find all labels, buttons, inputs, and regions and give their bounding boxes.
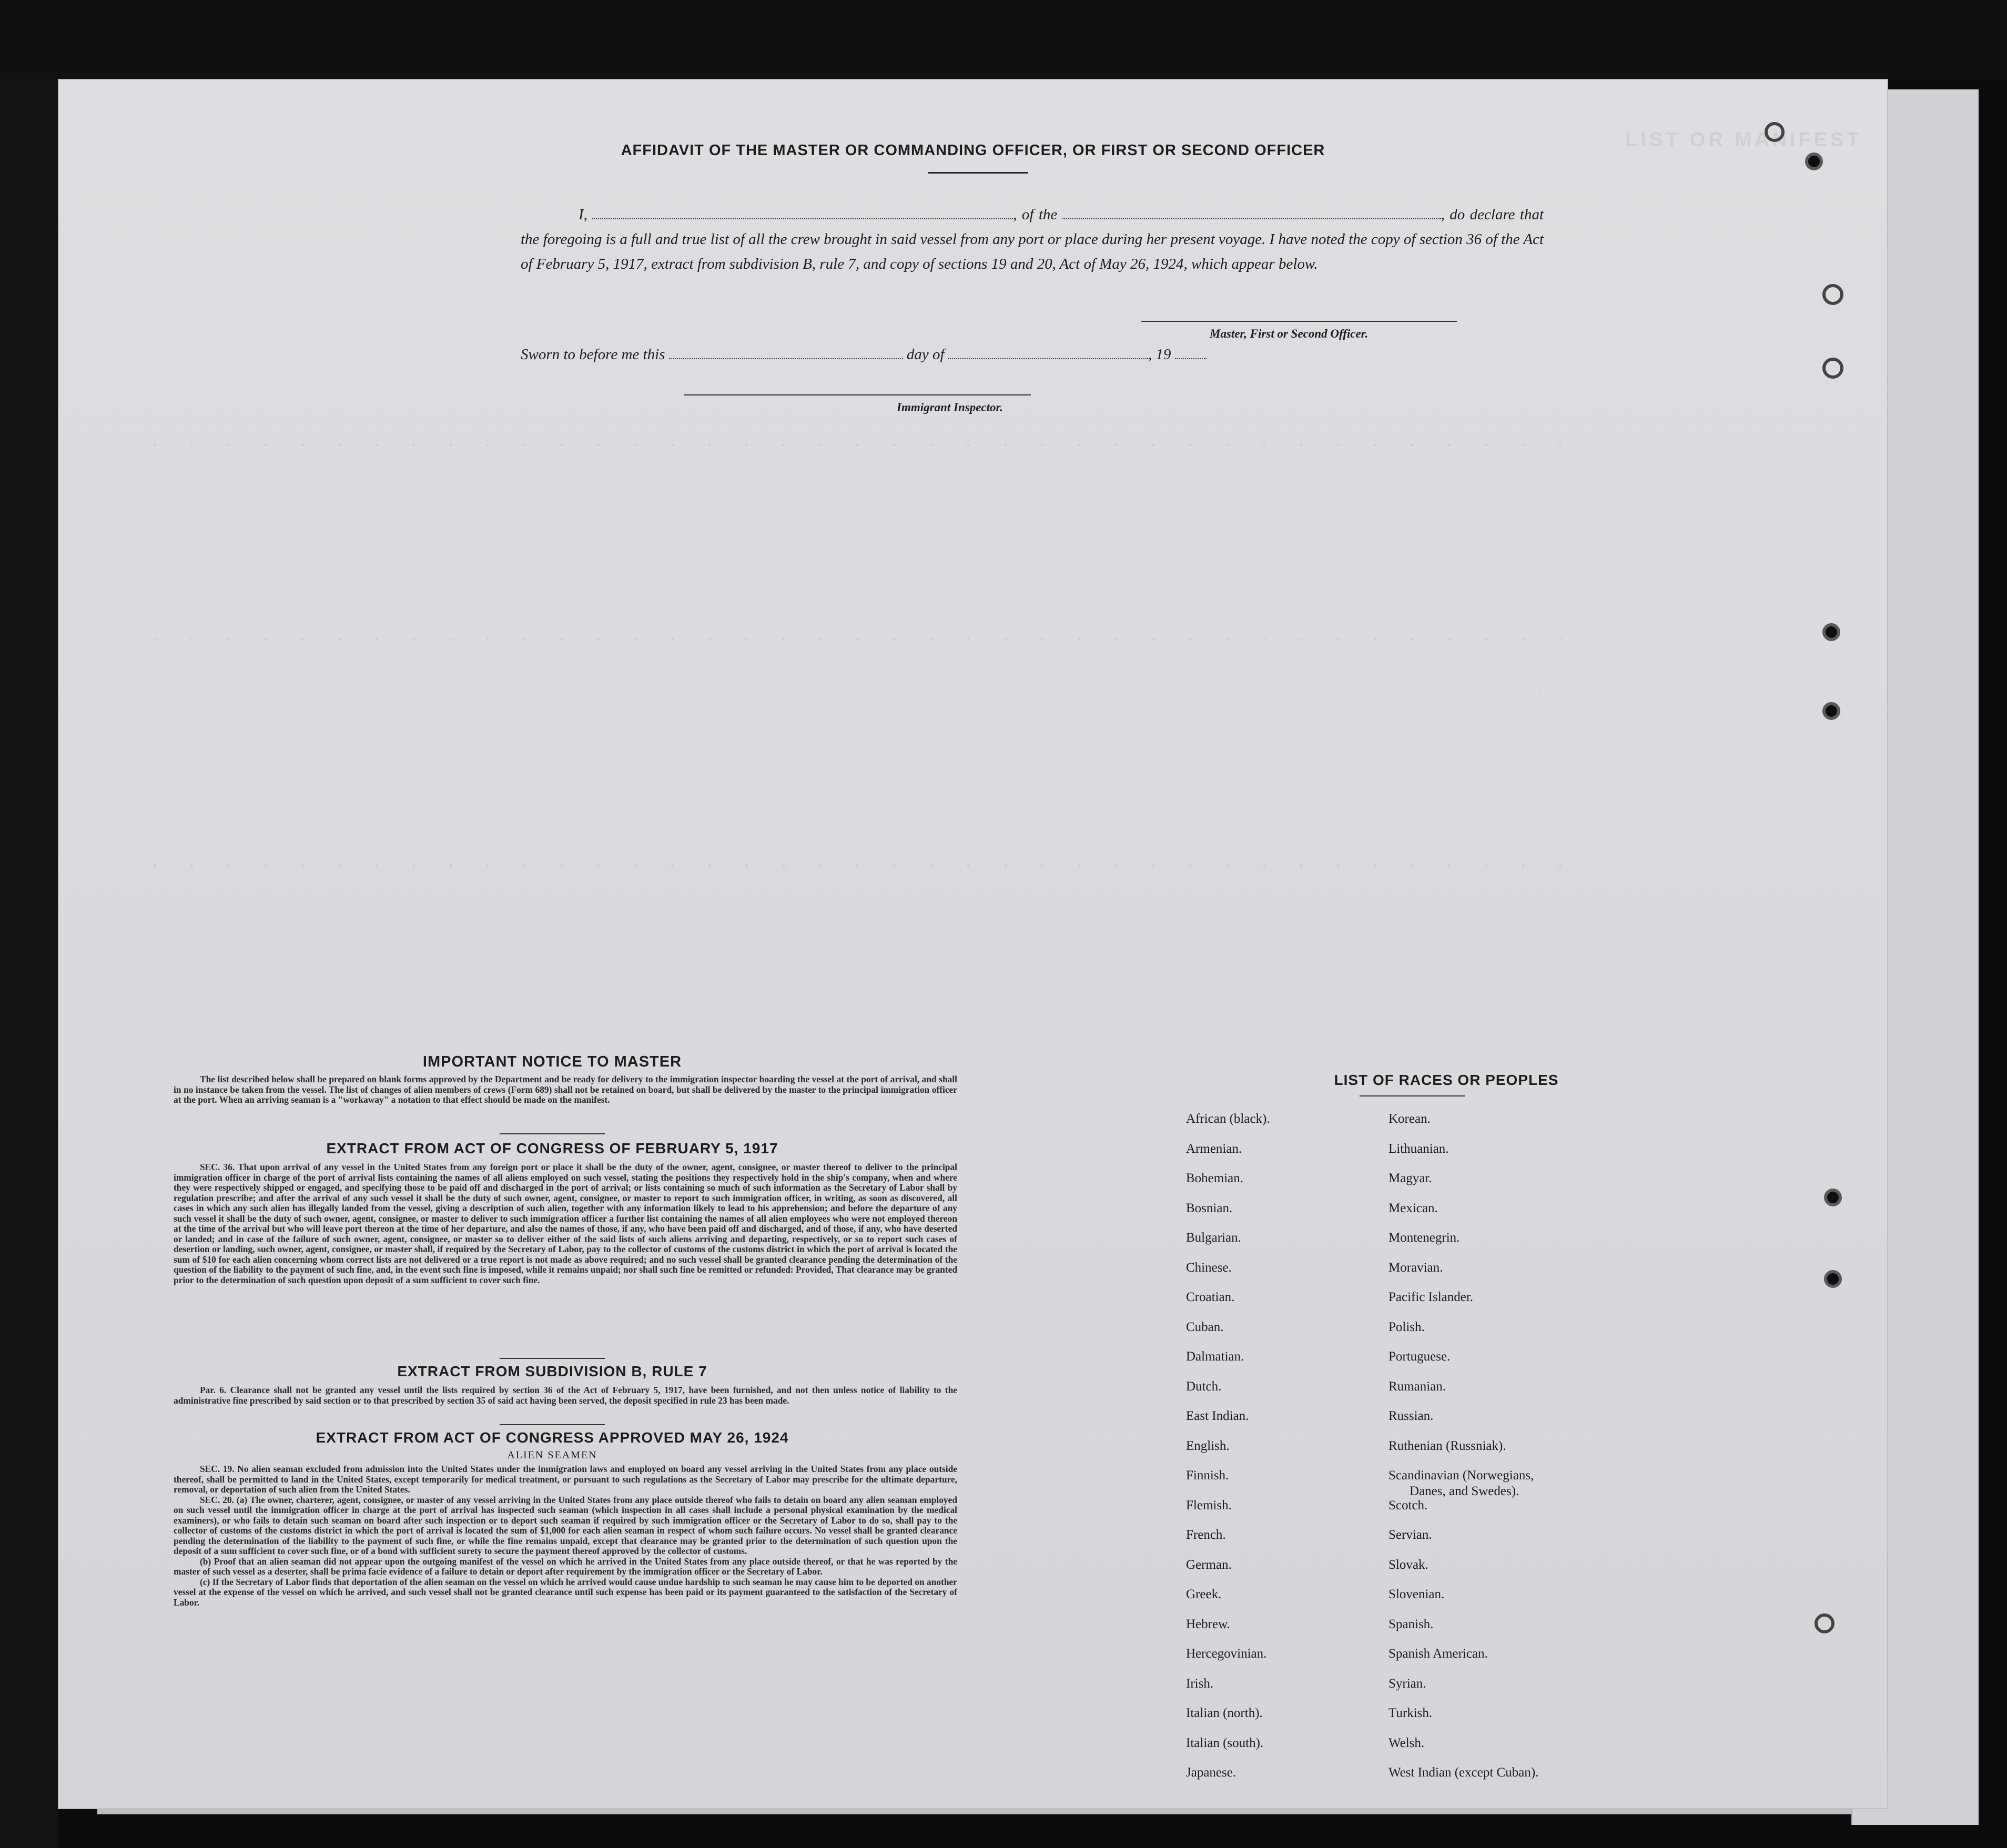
race-item: Dalmatian. [1186,1349,1244,1364]
section-rule [500,1424,605,1425]
extract-rule7-title: EXTRACT FROM SUBDIVISION B, RULE 7 [397,1363,707,1379]
sworn-month-blank [948,348,1148,359]
race-item: Irish. [1186,1676,1214,1691]
race-item: Moravian. [1388,1260,1443,1275]
bleed-through-text: · · · · · · · · · · · · · · · · · · · · · · · · · · · · · · · · · · · · · · · [153,436,1577,454]
extract-1917-paragraph: SEC. 36. That upon arrival of any vessel in the United States from any foreign port or place it shall be the duty of the owner, agent, consignee, or master thereof to deliver to the principal immigration officer in charge of the port of arrival lists containing the names of all aliens employed on such vessel, stating the positions they respectively hold in the ship's company, when and where they were respectively shipped or engaged, and specifying those to be paid off and discharged in the port of arrival; or lists containing so much of such information as the Secretary of Labor shall by regulation prescribe; and after the arrival of any such vessel it shall be the duty of such owner, agent, consignee, or master to report to such immigration officer, in writing, as soon as discovered, all cases in which any such alien has illegally landed from the vessel, giving a description of such alien, together with any information likely to lead to his apprehension; and before the departure of any such vessel it shall be the duty of such owner, agent, consignee, or master to deliver to such immigration officer a further list containing the names of all alien employees who were not employed thereon at the time of the arrival but who will leave port thereon at the time of her departure, and also the names of those, if any, who have been paid off and discharged, and of those, if any, who have deserted or landed; and in case of the failure of such owner, agent, consignee, or master so to deliver either of the said lists of such aliens arriving and departing, respectively, or so to report such cases of desertion or landing, such owner, agent, consignee, or master shall, if required by the Secretary of Labor, pay to the collector of customs of the customs district in which the port of arrival is located the sum of $10 for each alien concerning whom correct lists are not delivered or a true report is not made as above required; and no such vessel shall be granted clearance pending the determination of the question of the liability to the payment of such fine, and, in the event such fine is imposed, while it remains unpaid; nor shall such fine be remitted or refunded: Provided, That clearance may be granted prior to the determination of such question upon deposit of a sum sufficient to cover such fine. [174,1162,957,1285]
race-item: Ruthenian (Russniak). [1388,1438,1506,1453]
sec-20b-paragraph: (b) Proof that an alien seaman did not appear upon the outgoing manifest of the vessel on which he arrived in the United States from any place outside thereof, or that he was reported by the master of such vessel as a deserter, shall be prima facie evidence of a failure to detain or deport after requirement by the immigration officer or the Secretary of Labor. [174,1556,957,1577]
race-item: Hebrew. [1186,1617,1230,1631]
declaration-of-the: , of the [1013,206,1058,223]
punch-hole [1824,1270,1842,1288]
notice-title: IMPORTANT NOTICE TO MASTER [422,1053,682,1070]
race-item: French. [1186,1528,1226,1542]
manifest-page [58,79,1888,1809]
race-item: Japanese. [1186,1765,1236,1780]
sec-20c-paragraph: (c) If the Secretary of Labor finds that deportation of the alien seaman on the vessel on which he arrived would cause undue hardship to such seaman he may cause him to be deported on another vessel at the expense of the vessel on which he arrived, and such vessel shall not be granted clearance until such expense has been paid or its payment guaranteed to the satisfaction of the Secretary of Labor. [174,1576,957,1608]
race-item: Slovak. [1388,1557,1428,1572]
race-item: Armenian. [1186,1141,1242,1156]
race-item: English. [1186,1438,1230,1453]
race-item: Polish. [1388,1319,1425,1334]
race-item: Cuban. [1186,1319,1224,1334]
bleed-through-text: · · · · · · · · · · · · · · · · · · · · · · · · · · · · · · · · · · · · · · · [153,857,1577,875]
race-item: German. [1186,1557,1232,1572]
punch-hole [1765,122,1785,142]
race-item: Portuguese. [1388,1349,1451,1364]
race-item: Syrian. [1388,1676,1426,1691]
race-item: East Indian. [1186,1409,1249,1423]
vessel-blank [1062,208,1441,219]
extract-rule7-text [174,1385,957,1406]
race-item: Mexican. [1388,1201,1438,1215]
punch-hole [1822,702,1840,720]
race-item: Welsh. [1388,1735,1425,1750]
race-item: Flemish. [1186,1498,1232,1512]
title-rule [928,172,1028,174]
sworn-year-label: , 19 [1148,346,1171,363]
extract-1924-title: EXTRACT FROM ACT OF CONGRESS APPROVED MAY 26, 1924 [316,1429,789,1446]
section-rule [500,1133,605,1134]
signature-line [1141,321,1457,322]
race-item [1388,1468,1538,1498]
sec-19-paragraph: SEC. 19. No alien seaman excluded from admission into the United States under the immigration laws and employed on board any vessel arriving in the United States from any place outside thereof, shall be permitted to land in the United States, except temporarily for medical treatment, or pursuant to such regulations as the Secretary of Labor may prescribe for the ultimate departure, removal, or deportation of such alien from the United States. [174,1464,957,1495]
name-blank [592,208,1013,219]
race-item: Pacific Islander. [1388,1290,1474,1304]
sworn-day-blank [669,348,903,359]
race-item: Magyar. [1388,1171,1432,1185]
scan-border-top [0,0,2007,79]
races-right-column [1388,1111,1538,1795]
race-item: Servian. [1388,1528,1432,1542]
race-item: Scotch. [1388,1498,1428,1512]
race-item: Spanish. [1388,1617,1434,1631]
inspector-label: Immigrant Inspector. [897,401,1003,414]
affidavit-title: AFFIDAVIT OF THE MASTER OR COMMANDING OFFICER, OR FIRST OR SECOND OFFICER [621,142,1325,159]
race-item: Slovenian. [1388,1587,1445,1601]
punch-hole [1822,284,1843,305]
races-rule [1360,1095,1465,1096]
bleed-through-text: LIST OR MANIFEST [1625,129,1862,151]
bleed-through-text: · · · · · · · · · · · · · · · · · · · · · · · · · · · · · · · · · · · · · · · [153,631,1577,648]
race-item: Finnish. [1186,1468,1229,1483]
punch-hole [1824,1189,1842,1206]
races-title: LIST OF RACES OR PEOPLES [1334,1072,1559,1088]
race-item: Hercegovinian. [1186,1647,1267,1661]
race-item: Croatian. [1186,1290,1235,1304]
race-item: Rumanian. [1388,1379,1446,1394]
race-item: West Indian (except Cuban). [1388,1765,1539,1780]
extract-1917-title: EXTRACT FROM ACT OF CONGRESS OF FEBRUARY 5, 1917 [326,1140,778,1156]
races-left-column [1186,1111,1270,1795]
section-rule [500,1358,605,1359]
sworn-day-label: day of [906,346,945,363]
race-item: Montenegrin. [1388,1231,1460,1245]
race-item-line1: Scandinavian (Norwegians, [1388,1468,1534,1483]
affidavit-declaration [521,202,1544,277]
race-item: Chinese. [1186,1260,1232,1275]
race-item: Lithuanian. [1388,1141,1449,1156]
race-item: Bulgarian. [1186,1231,1241,1245]
sworn-year-blank [1175,348,1207,359]
race-item: Italian (north). [1186,1706,1263,1720]
sworn-prefix: Sworn to before me this [521,346,665,363]
race-item: Bohemian. [1186,1171,1244,1185]
sworn-line [521,346,1207,363]
race-item-line2: Danes, and Swedes). [1410,1484,1519,1498]
punch-hole [1815,1613,1834,1633]
extract-1924-text [174,1464,957,1608]
extract-1917-text [174,1162,957,1285]
notice-paragraph: The list described below shall be prepared on blank forms approved by the Department and be ready for delivery to the immigration inspector boarding the vessel at the port of arrival, and shall in no instance be taken from the vessel. The list of changes of alien members of crews (Form 689) shall not be retained on board, but shall be delivered by the master to the principal immigration officer at the port. When an arriving seaman is a "workaway" a notation to that effect should be made on the manifest. [174,1074,957,1105]
race-item: Russian. [1388,1409,1434,1423]
race-item: Spanish American. [1388,1647,1488,1661]
race-item: Korean. [1388,1112,1431,1126]
notice-text [174,1074,957,1105]
punch-hole [1805,153,1823,170]
race-item: African (black). [1186,1112,1270,1126]
race-item: Turkish. [1388,1706,1433,1720]
scan-border-left [0,0,58,1848]
race-item: Bosnian. [1186,1201,1233,1215]
race-item: Greek. [1186,1587,1222,1601]
sec-20a-paragraph: SEC. 20. (a) The owner, charterer, agent, consignee, or master of any vessel arriving in the United States from any place outside thereof who fails to detain on board any alien seaman employed on such vessel until the immigration officer in charge at the port of arrival has inspected such seaman (which inspection in all cases shall include a personal physical examination by the medical examiners), or who fails to detain such seaman on board after such inspection or to deport such seaman if required by such immigration officer or the Secretary of Labor to do so, shall pay to the collector of customs of the customs district in which the port of arrival is located the sum of $1,000 for each alien seaman in respect of whom such failure occurs. No vessel shall be granted clearance pending the determination of the liability to the payment of such fine, or while the fine remains unpaid, except that clearance may be granted prior to the determination of such question upon the deposit of a sum sufficient to cover such fine, or of a bond with sufficient surety to secure the payment thereof approved by the collector of customs. [174,1494,957,1556]
extract-rule7-paragraph: Par. 6. Clearance shall not be granted any vessel until the lists required by section 36 of the Act of February 5, 1917, have been furnished, and not then unless notice of liability to the administrative fine prescribed by said section or to that prescribed by section 35 of said act having been served, the deposit specified in rule 23 has been made. [174,1385,957,1406]
inspector-signature-line [684,394,1031,395]
punch-hole [1822,623,1840,641]
race-item: Italian (south). [1186,1735,1264,1750]
declaration-body: , do declare that the foregoing is a full and true list of all the crew brought in said vessel from any port or place during her present voyage. I have noted the copy of section 36 of the Act of February 5, 1917, extract from subdivision B, rule 7, and copy of sections 19 and 20, Act of May 26, 1924, which appear below. [521,206,1544,272]
declaration-start: I, [579,206,587,223]
punch-hole [1822,358,1843,379]
extract-1924-subtitle: ALIEN SEAMEN [507,1449,597,1461]
race-item: Dutch. [1186,1379,1222,1394]
signature-label: Master, First or Second Officer. [1210,327,1369,340]
